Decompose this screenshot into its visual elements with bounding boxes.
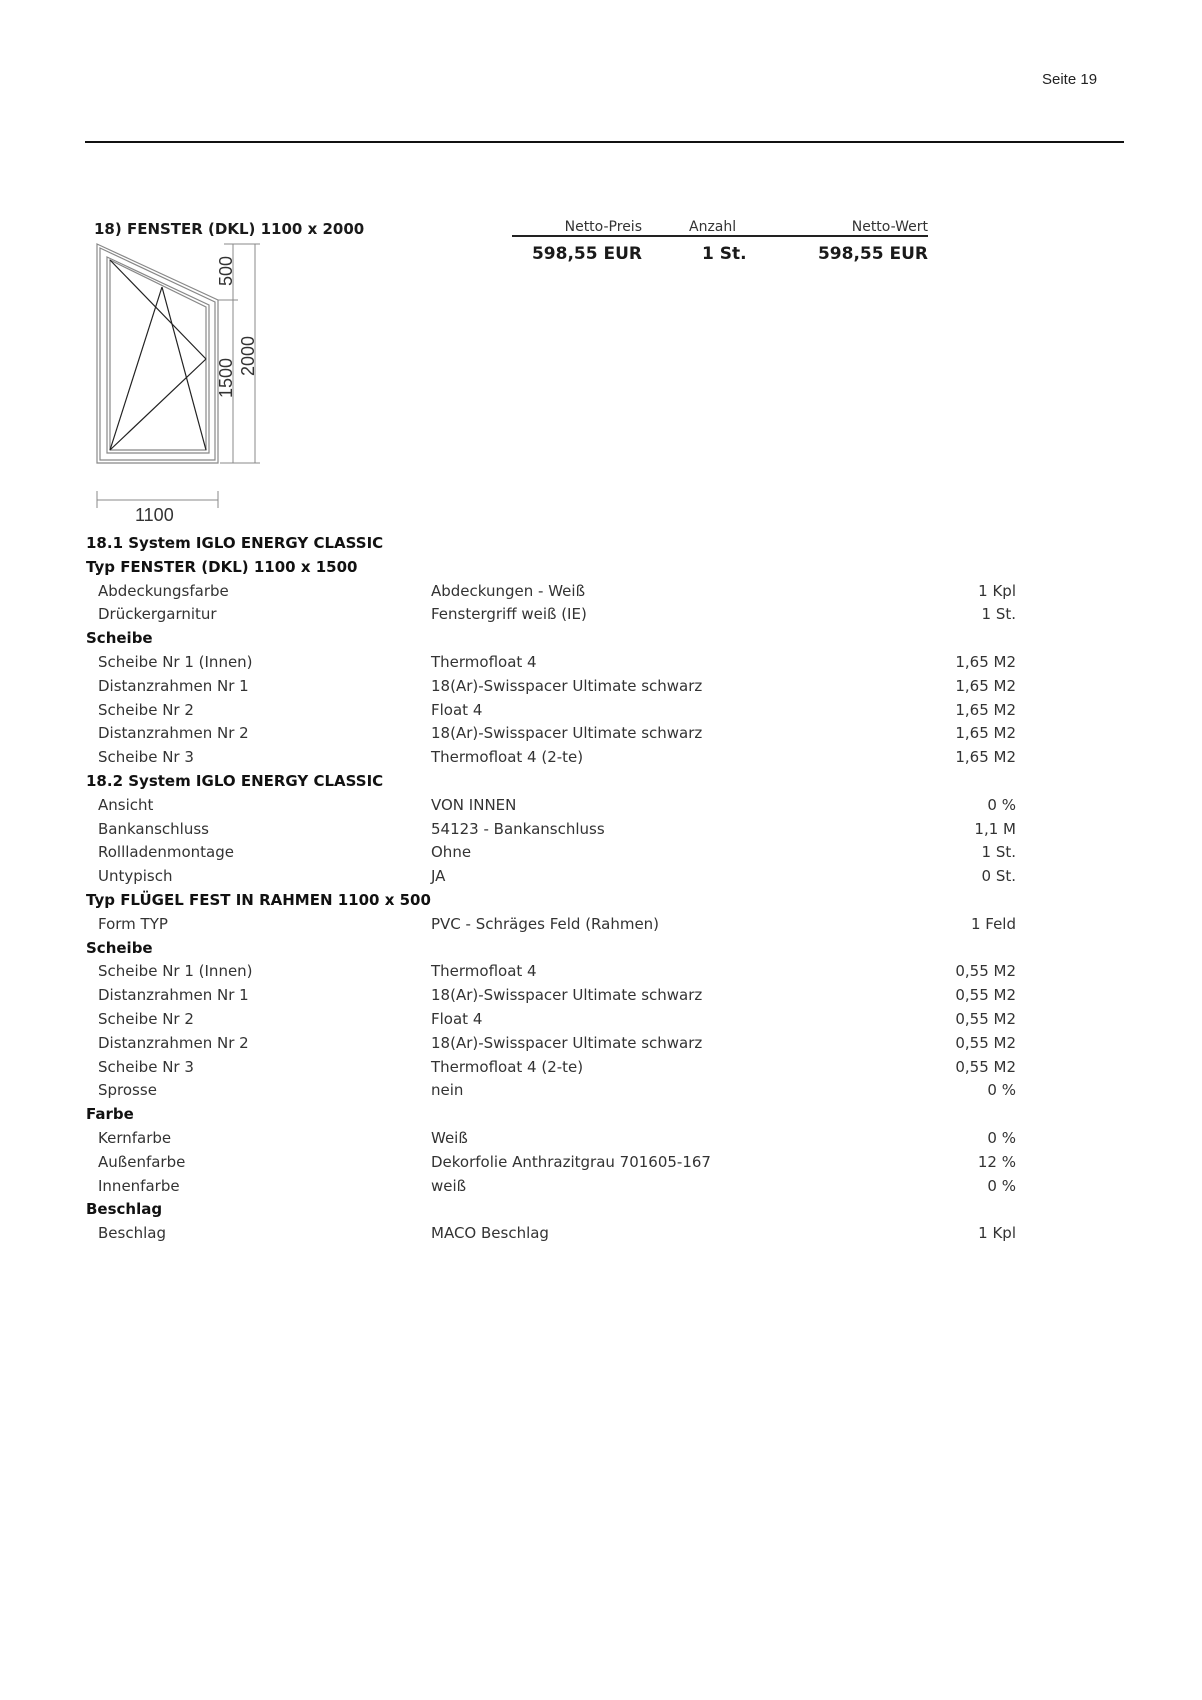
row-label: Farbe: [86, 1105, 134, 1124]
section-heading: [86, 532, 1016, 556]
spec-row: [86, 913, 1016, 937]
row-quantity: 0,55 M2: [955, 1057, 1016, 1076]
spec-row: [86, 818, 1016, 842]
row-label: Bankanschluss: [98, 819, 209, 838]
row-quantity: 0,55 M2: [955, 986, 1016, 1005]
section-heading: [86, 556, 1016, 580]
row-label: Beschlag: [98, 1224, 166, 1243]
row-label: Abdeckungsfarbe: [98, 581, 229, 600]
row-label: Scheibe: [86, 938, 153, 957]
row-value: Thermofloat 4 (2-te): [431, 748, 584, 767]
row-label: Außenfarbe: [98, 1152, 186, 1171]
row-label: Distanzrahmen Nr 2: [98, 1033, 249, 1052]
row-label: Scheibe Nr 3: [98, 1057, 194, 1076]
row-label: Beschlag: [86, 1200, 163, 1219]
row-value: nein: [431, 1081, 464, 1100]
spec-row: [86, 1175, 1016, 1199]
row-label: Distanzrahmen Nr 1: [98, 986, 249, 1005]
spec-row: [86, 699, 1016, 723]
row-quantity: 0,55 M2: [955, 1009, 1016, 1028]
section-heading: [86, 889, 1016, 913]
row-label: Distanzrahmen Nr 1: [98, 676, 249, 695]
dim-label-1500: 1500: [216, 357, 236, 398]
spec-row: [86, 984, 1016, 1008]
row-value: Thermofloat 4 (2-te): [431, 1057, 584, 1076]
row-label: Ansicht: [98, 795, 154, 814]
row-value: Float 4: [431, 700, 483, 719]
row-label: Drückergarnitur: [98, 605, 217, 624]
row-value: PVC - Schräges Feld (Rahmen): [431, 914, 660, 933]
row-value: 54123 - Bankanschluss: [431, 819, 605, 838]
row-value: 18(Ar)-Swisspacer Ultimate schwarz: [431, 724, 703, 743]
row-label: Scheibe Nr 3: [98, 748, 194, 767]
row-label: 18.2 System IGLO ENERGY CLASSIC: [86, 771, 384, 790]
row-value: JA: [431, 867, 446, 886]
spec-row: [86, 603, 1016, 627]
row-value: MACO Beschlag: [431, 1224, 549, 1243]
dim-label-1100: 1100: [135, 505, 174, 523]
row-quantity: 0,55 M2: [955, 962, 1016, 981]
row-value: Dekorfolie Anthrazitgrau 701605-167: [431, 1152, 711, 1171]
spec-row: [86, 1008, 1016, 1032]
row-quantity: 1 St.: [981, 605, 1016, 624]
net-price: 598,55 EUR: [531, 244, 642, 264]
row-value: 18(Ar)-Swisspacer Ultimate schwarz: [431, 1033, 703, 1052]
row-value: Float 4: [431, 1009, 483, 1028]
row-quantity: 1,65 M2: [955, 652, 1016, 671]
row-quantity: 1 Kpl: [978, 581, 1016, 600]
quantity: 1 St.: [702, 244, 747, 264]
row-value: Weiß: [431, 1128, 468, 1147]
net-value: 598,55 EUR: [817, 244, 928, 264]
row-label: Innenfarbe: [98, 1176, 180, 1195]
row-quantity: 0 St.: [981, 867, 1016, 886]
row-quantity: 12 %: [977, 1152, 1016, 1171]
item-title: 18) FENSTER (DKL) 1100 x 2000: [94, 220, 365, 238]
row-label: Scheibe Nr 2: [98, 700, 194, 719]
row-value: Abdeckungen - Weiß: [431, 581, 586, 600]
spec-row: [86, 675, 1016, 699]
row-value: 18(Ar)-Swisspacer Ultimate schwarz: [431, 676, 703, 695]
row-quantity: 1,65 M2: [955, 748, 1016, 767]
dim-label-2000: 2000: [238, 335, 258, 376]
row-value: weiß: [431, 1176, 467, 1195]
price-header-underline: [512, 235, 928, 237]
spec-row: [86, 746, 1016, 770]
spec-row: [86, 1032, 1016, 1056]
spec-row: [86, 1127, 1016, 1151]
tilt-line-right: [162, 287, 206, 450]
row-quantity: 1,65 M2: [955, 700, 1016, 719]
row-quantity: 1 Kpl: [978, 1224, 1016, 1243]
row-label: Typ FLÜGEL FEST IN RAHMEN 1100 x 500: [86, 890, 431, 909]
spec-table: [86, 532, 1016, 1246]
row-label: Kernfarbe: [98, 1128, 172, 1147]
window-drawing: [85, 238, 285, 523]
row-label: Scheibe Nr 2: [98, 1009, 194, 1028]
row-label: 18.1 System IGLO ENERGY CLASSIC: [86, 534, 384, 552]
header-divider: [85, 141, 1124, 143]
row-label: Scheibe: [86, 629, 153, 648]
section-heading: [86, 770, 1016, 794]
row-quantity: 0 %: [987, 1081, 1016, 1100]
sash-outer: [107, 257, 209, 453]
row-quantity: 0 %: [987, 1176, 1016, 1195]
page-number: Seite 19: [1042, 71, 1098, 88]
row-quantity: 1,1 M: [974, 819, 1016, 838]
dim-label-500: 500: [216, 255, 236, 286]
section-heading: [86, 1198, 1016, 1222]
row-label: Scheibe Nr 1 (Innen): [98, 962, 253, 981]
spec-row: [86, 1151, 1016, 1175]
row-quantity: 1 Feld: [970, 914, 1016, 933]
row-label: Form TYP: [98, 914, 168, 933]
row-label: Distanzrahmen Nr 2: [98, 724, 249, 743]
row-label: Untypisch: [98, 867, 173, 886]
spec-row: [86, 651, 1016, 675]
col-header-price: Netto-Preis: [564, 219, 642, 235]
sash-inner: [110, 260, 206, 450]
spec-row: [86, 1222, 1016, 1246]
row-quantity: 0,55 M2: [955, 1033, 1016, 1052]
row-value: Thermofloat 4: [431, 652, 537, 671]
row-quantity: 0 %: [987, 1128, 1016, 1147]
row-label: Scheibe Nr 1 (Innen): [98, 652, 253, 671]
row-label: Sprosse: [98, 1081, 157, 1100]
section-heading: [86, 627, 1016, 651]
section-heading: [86, 1103, 1016, 1127]
col-header-qty: Anzahl: [689, 219, 737, 235]
row-quantity: 1,65 M2: [955, 724, 1016, 743]
spec-row: [86, 960, 1016, 984]
section-heading: [86, 937, 1016, 961]
spec-row: [86, 722, 1016, 746]
row-value: Fenstergriff weiß (IE): [431, 605, 587, 624]
row-quantity: 0 %: [987, 795, 1016, 814]
row-label: Typ FENSTER (DKL) 1100 x 1500: [86, 557, 358, 576]
row-quantity: 1 St.: [981, 843, 1016, 862]
row-label: Rollladenmontage: [98, 843, 234, 862]
spec-row: [86, 841, 1016, 865]
row-quantity: 1,65 M2: [955, 676, 1016, 695]
spec-row: [86, 865, 1016, 889]
row-value: 18(Ar)-Swisspacer Ultimate schwarz: [431, 986, 703, 1005]
row-value: Thermofloat 4: [431, 962, 537, 981]
spec-row: [86, 794, 1016, 818]
row-value: Ohne: [431, 843, 472, 862]
spec-row: [86, 1079, 1016, 1103]
spec-row: [86, 580, 1016, 604]
row-value: VON INNEN: [431, 795, 517, 814]
spec-row: [86, 1056, 1016, 1080]
col-header-value: Netto-Wert: [851, 219, 928, 235]
